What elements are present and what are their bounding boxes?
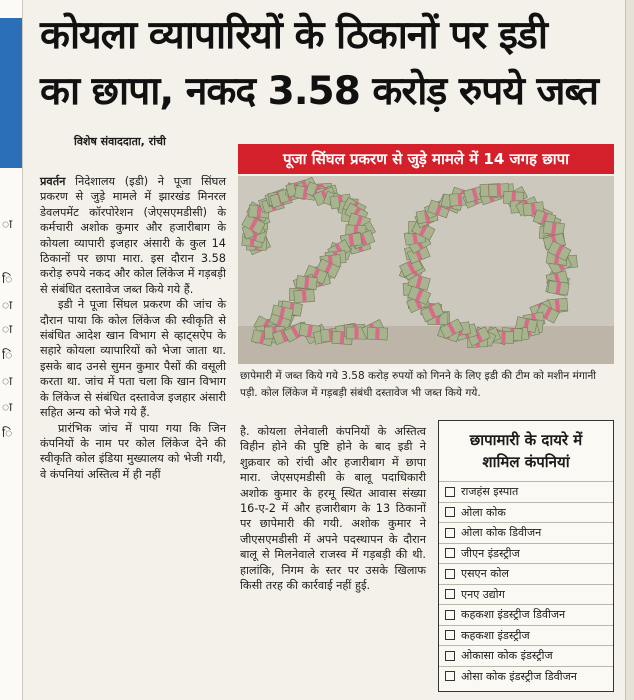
adjacent-text-fragment: ा [2,298,13,312]
adjacent-text-fragment: ा [2,217,13,231]
company-list-item [439,502,613,523]
cash-bundle-band [340,332,345,344]
company-name: ओकासा कोक इंडस्ट्रीज [461,649,553,662]
cash-bundle-band [501,331,505,343]
adjacent-text-fragment: ा [2,400,13,414]
checkbox-square-icon [445,610,455,620]
box-title-line-2: शामिल कंपनियां [482,453,570,471]
cash-bundle-band [497,184,502,196]
cash-bundles-illustration [238,176,614,364]
adjacent-text-fragment: ि [2,426,13,440]
company-list-item [439,645,613,666]
company-list-item [439,666,613,687]
article-paragraph [40,174,226,297]
company-list-item [439,481,613,502]
lead-word: प्रवर्तन [40,175,66,188]
companies-box-title [443,429,609,473]
headline-line-1: कोयला व्यापारियों के ठिकानों पर इडी [40,13,547,58]
company-list-item [439,522,613,543]
adjacent-page-strip [0,0,23,700]
company-name: कहकशा इंडस्ट्रीज डिवीजन [461,608,566,621]
company-name: जीएन इंडस्ट्रीज [461,546,520,560]
company-list-item [439,604,613,625]
byline: विशेष संवाददाता, रांची [74,135,166,148]
company-list-item [439,584,613,605]
paragraph-text: निदेशालय (इडी) ने पूजा सिंघल प्रकरण से जुड़े मामले में झारखंड मिनरल डेवलपमेंट कॉरपोरेशन (जेएसएमडीसी) के कर्मचारी अशोक कुमार और हजारीबाग के कोयला व्यापारी इजहार अंसारी के कुल 14 ठिकानों पर छापा मारा. इस दौरान 3.58 करोड़ रुपये नकद और कोल लिंकेज में गड़बड़ी से संबंधित दस्तावेज जब्त किये गये हैं. [40,175,226,296]
photo-banner: पूजा सिंघल प्रकरण से जुड़े मामले में 14 जगह छापा [238,144,614,174]
company-list-item [439,563,613,584]
company-list-item [439,625,613,646]
adjacent-text-fragment: ा [2,322,13,336]
company-list-item [439,543,613,564]
company-name: ओला कोक डिवीजन [461,526,542,539]
checkbox-square-icon [445,507,455,517]
checkbox-square-icon [445,589,455,599]
article-column-1 [40,174,226,482]
adjacent-text-fragment: ि [2,272,13,286]
checkbox-square-icon [445,548,455,558]
adjacent-text-fragment: ा [2,374,13,388]
article-column-2 [240,424,426,593]
headline-line-2: का छापा, नकद 3.58 करोड़ रुपये जब्त [40,69,599,114]
headline [40,8,630,120]
photo-caption: छापेमारी में जब्त किये गये 3.58 करोड़ रुपयों को गिनने के लिए इडी की टीम को मशीन मंगानी पड़ी. कोल लिंकेज में गड़बड़ी संबंधी दस्तावेज भी जब्त किये गये. [240,370,596,399]
checkbox-square-icon [445,528,455,538]
adjacent-text-fragment: ि [2,348,13,362]
companies-box [438,420,614,692]
cash-bundle-band [375,327,380,339]
cash-bundle-band [354,327,358,339]
company-name: राजहंस इस्पात [461,485,519,498]
checkbox-square-icon [445,671,455,681]
company-name: एनए उद्योग [461,587,505,601]
cash-photo [238,176,614,364]
article-paragraph: प्रारंभिक जांच में पाया गया कि जिन कंपनियों के नाम पर कोल लिंकेज देने की स्वीकृति कोल इंडिया मुख्यालय को भेजी गयी, वे कंपनियां अस्तित्व में ही नहीं [40,421,226,481]
company-name: ओला कोक [461,505,506,519]
article-paragraph: है. कोयला लेनेवाली कंपनियों के अस्तित्व विहीन होने की पुष्टि होने के बाद इडी ने शुक्रवार को रांची और हजारीबाग में छापा मारा. जेएसएमडीसी के बालू पदाधिकारी अशोक कुमार के हरमू स्थित आवास संख्या 16-ए-2 में और हजारीबाग के 13 ठिकानों पर छापेमारी की गयी. अशोक कुमार ने जीएसएमडीसी में अपने पदस्थापन के दौरान बालू से मिलनेवाले राजस्व में गड़बड़ी की थी. हालांकि, निगम के स्तर पर उसके खिलाफ किसी तरह की कार्रवाई नहीं हुई. [240,425,426,593]
company-name: ओसा कोक इंडस्ट्रीज डिवीजन [461,669,577,683]
adjacent-blue-block [0,18,22,168]
checkbox-square-icon [445,630,455,640]
company-name: एसएन कोल [461,567,509,580]
article-paragraph: इडी ने पूजा सिंघल प्रकरण की जांच के दौरान पाया कि कोल लिंकेज की स्वीकृति से संबंधित आदेश खान विभाग से व्हाट्सऐप के सहारे कोयला व्यापारियों को भेजा जाता था. इसके बाद उनसे सुमन कुमार पैसों की वसूली करता था. जांच में पता चला कि खान विभाग के लिंकेज से संबंधित दस्तावेज इजहार अंसारी सहित अन्य को भेजे गये हैं. [40,298,226,420]
checkbox-square-icon [445,651,455,661]
checkbox-square-icon [445,569,455,579]
companies-list [439,481,613,686]
company-name: कहकशा इंडस्ट्रीज [461,628,530,642]
box-title-line-1: छापामारी के दायरे में [469,431,583,449]
page-fold-edge [625,0,634,700]
checkbox-square-icon [445,487,455,497]
